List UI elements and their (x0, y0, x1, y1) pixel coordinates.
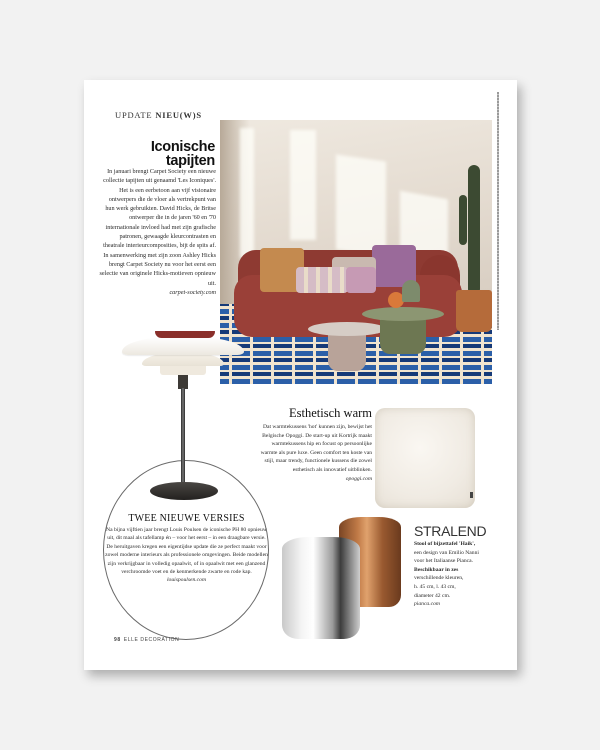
fur-cushion-image (375, 408, 475, 508)
sunlight-patch (290, 130, 316, 240)
pillow-striped (296, 267, 348, 293)
lamp-shade-top (122, 337, 244, 355)
twee-versies-body-text: Na bijna vijftien jaar brengt Louis Poulsen de iconische PH 80 opnieuw uit, dit maal als tafellamp én – voor het eerst – in een draagbare versie. De heruitgaven kregen een eigentijdse update die ze perfect maakt voor zowel moderne interieurs als professionele omgevingen. Beide modellen zijn verkrijgbaar in volledig opaalwit, of in opaalwit met een glanzend verchroomde voet en de kenmerkende zwarte en rode kap. (105, 527, 268, 576)
terracotta-pot (456, 290, 492, 332)
lamp-base (150, 482, 218, 500)
cactus-arm (459, 195, 467, 245)
side-table-green-top (362, 307, 444, 321)
iconische-title-line1: Iconische (150, 139, 215, 155)
sunlight-patch (240, 128, 254, 258)
esthetisch-credit: opoggi.com (345, 475, 372, 482)
iconische-body (98, 167, 216, 297)
twee-versies-credit: louispoulsen.com (167, 577, 206, 584)
publication-name: ELLE DECORATION (123, 637, 180, 643)
stralend-line: verschillende kleuren, (414, 575, 464, 582)
page-number: 98 (114, 637, 121, 643)
ph80-lamp-image (118, 328, 248, 508)
sofa-photo (220, 120, 492, 384)
iconische-body-text: In januari brengt Carpet Society een nieuwe collectie tapijten uit genaamd 'Les Iconiques'. Het is een eerbetoon aan vijf visionaire ontwerpers die de vloer als vertrekpunt van hun werk gebruikten. David Hicks, de Britse ontwerper die in de jaren '60 en '70 internationale invloed had met zijn grafische patronen, gewaagde kleurcontrasten en theatrale interieurcomposities, bijt de spits af. In samenwerking met zijn zoon Ashley Hicks brengt Carpet Society nu voor het eerst een selectie van originele Hicks-motieven opnieuw uit. (99, 168, 216, 287)
iconische-title-line2: tapijten (165, 153, 215, 169)
small-cactus (402, 280, 420, 302)
esthetisch-title: Esthetisch warm (289, 406, 372, 420)
pillow-pink (346, 267, 376, 293)
esthetisch-body-text: Dat warmtekussens 'hot' kunnen zijn, bewijst het Belgische Opoggi. De start-up uit Kortrijk maakt warmtekussens hip en focust op persoonlijke warmte als pure luxe. Geen comfort ten koste van stijl, maar trendy, functionele kussens die zowel esthetisch als innovatief uitblinken. (260, 424, 372, 473)
stralend-body (414, 540, 506, 609)
stralend-line: een design van Emilio Nanni (414, 549, 479, 556)
stralend-line: diameter 42 cm. (414, 592, 451, 599)
stralend-title: STRALEND (414, 523, 487, 539)
stralend-line: h. 45 cm, l. 43 cm, (414, 583, 456, 590)
side-table-beige-top (308, 322, 386, 336)
cushion-label-tag (470, 492, 473, 498)
iconische-title (104, 140, 215, 168)
twee-versies-title: TWEE NIEUWE VERSIES (128, 513, 245, 524)
iconische-credit: carpet-society.com (169, 288, 216, 296)
stralend-credit: pianca.com (414, 601, 440, 608)
vertical-rule (497, 92, 499, 330)
lamp-neck (178, 375, 188, 389)
sunlight-patch (336, 154, 386, 256)
twee-versies-body (104, 526, 269, 585)
page-footer (114, 637, 179, 643)
stralend-line: voor het Italiaanse Pianca. (414, 558, 474, 565)
stralend-line: Stool of bijzettafel 'Haik', (414, 541, 476, 547)
stralend-line: Beschikbaar in zes (414, 566, 459, 573)
lamp-red-cap (155, 331, 215, 338)
section-label (115, 110, 202, 120)
section-label-bold: NIEU(W)S (155, 110, 202, 120)
esthetisch-body (260, 423, 372, 483)
chrome-stool (282, 537, 360, 639)
cactus (468, 165, 480, 295)
magazine-page (84, 80, 517, 670)
section-label-prefix: UPDATE (115, 110, 153, 120)
lamp-stem (181, 388, 185, 483)
